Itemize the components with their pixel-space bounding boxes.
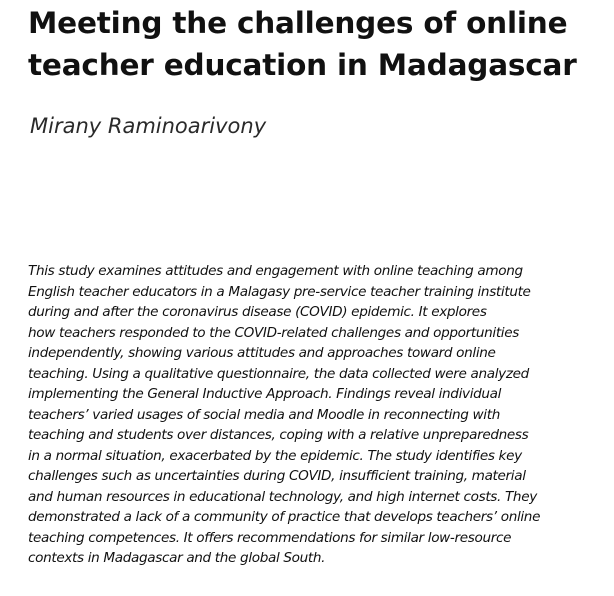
abstract-line: teaching and students over distances, coping with a relative unpreparedness [28,427,529,443]
title-line: Meeting the challenges of online [28,6,568,40]
abstract-line: demonstrated a lack of a community of practice that develops teachers’ online [28,509,541,525]
abstract-line: and human resources in educational technology, and high internet costs. They [28,488,537,505]
abstract-line: contexts in Madagascar and the global South. [28,550,326,566]
abstract-line: teaching. Using a qualitative questionnaire, the data collected were analyzed [28,365,529,382]
abstract [28,261,614,569]
abstract-line: challenges such as uncertainties during COVID, insufficient training, material [28,468,526,484]
author-name: Mirany Raminoarivony [30,114,267,138]
abstract-line: teaching competences. It offers recommendations for similar low-resource [28,529,512,546]
abstract-line: during and after the coronavirus disease (COVID) epidemic. It explores [28,304,487,320]
paper-title [28,2,608,86]
abstract-line: how teachers responded to the COVID-related challenges and opportunities [28,324,519,341]
abstract-line: in a normal situation, exacerbated by the epidemic. The study identifies key [28,447,522,464]
abstract-line: teachers’ varied usages of social media and Moodle in reconnecting with [28,406,500,423]
abstract-line: English teacher educators in a Malagasy pre-service teacher training institute [28,283,531,300]
title-line: teacher education in Madagascar [28,48,577,82]
abstract-line: independently, showing various attitudes and approaches toward online [28,345,496,361]
abstract-line: This study examines attitudes and engagement with online teaching among [28,263,523,279]
abstract-line: implementing the General Inductive Approach. Findings reveal individual [28,386,502,402]
